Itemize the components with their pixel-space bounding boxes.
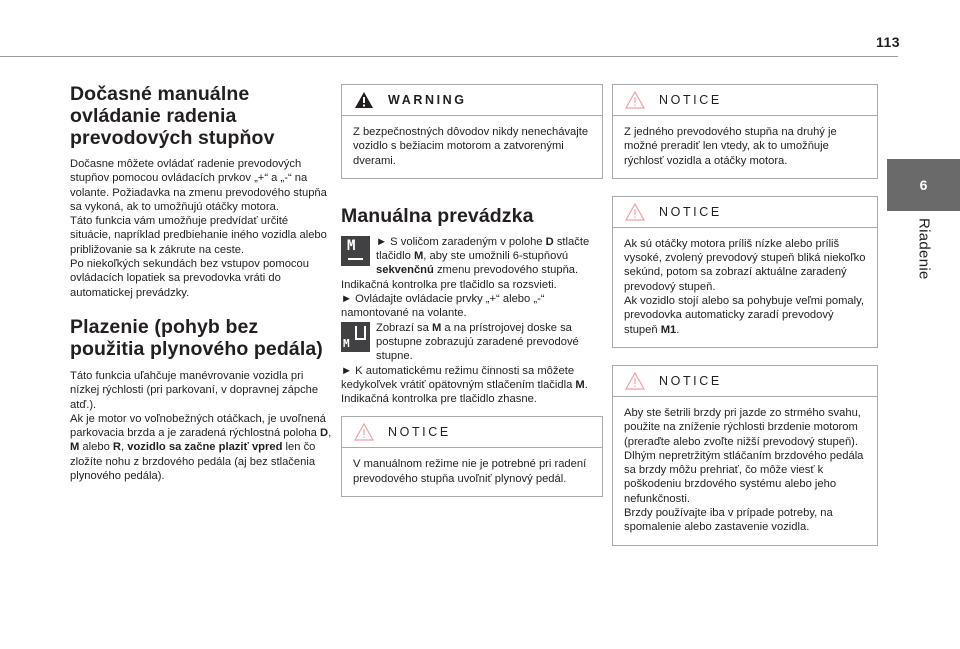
step-3: Zobrazí sa M a na prístrojovej doske sa postupne zobrazujú zaradené prevodové stupne.: [376, 321, 579, 363]
notice-header: [613, 366, 877, 397]
notice-body: [342, 448, 602, 496]
section-body-creep: [70, 369, 332, 483]
section-body-manual-shift: [70, 157, 332, 300]
column-2: [341, 84, 603, 497]
notice-header: [613, 85, 877, 116]
chapter-tab[interactable]: [887, 159, 960, 211]
paragraph: Dočasne môžete ovládať radenie prevodových stupňov pomocou ovládacích prvkov „+“ a „-“ na volante. Požiadavka na zmenu prevodového stupňa sa vykoná, ak to umožňujú otáčky motora.: [70, 158, 327, 213]
notice-label: NOTICE: [659, 93, 722, 107]
warning-label: WARNING: [388, 93, 467, 107]
notice-text: Ak sú otáčky motora príliš nízke alebo príliš vysoké, zvolený prevodový stupeň bliká niekoľko sekúnd, potom sa zobrazí aktuálne zaradený prevodový stupeň.: [624, 237, 866, 293]
warning-body: [342, 116, 602, 178]
section-body-manual-operation: [341, 235, 603, 407]
notice-text: Aby ste šetrili brzdy pri jazde zo strmého svahu, použite na zníženie rýchlosti brzdenie motorom (preraďte alebo zvoľte nižší prevodový stupeň).: [624, 406, 861, 448]
notice-body: [613, 116, 877, 178]
notice-text: Brzdy používajte iba v prípade potreby, na spomalenie alebo zastavenie vozidla.: [624, 507, 833, 534]
column-1: [70, 80, 332, 483]
warning-triangle-icon: [354, 91, 374, 109]
notice-label: NOTICE: [388, 425, 451, 440]
paragraph: Indikačná kontrolka pre tlačidlo zhasne.: [341, 393, 537, 406]
notice-box: [341, 416, 603, 497]
notice-text: Ak vozidlo stojí alebo sa pohybuje veľmi pomaly, prevodovka automaticky zaradí prevodový stupeň M1.: [624, 295, 864, 336]
section-title-manual-shift: Dočasné manuálne ovládanie radenia prevodových stupňov: [70, 83, 275, 149]
notice-triangle-icon: [625, 372, 645, 390]
warning-box: [341, 84, 603, 179]
chapter-label-text: Riadenie: [915, 218, 933, 280]
notice-text: V manuálnom režime nie je potrebné pri radení prevodového stupňa uvoľniť plynový pedál.: [353, 458, 587, 485]
notice-text: Z jedného prevodového stupňa na druhý je možné preradiť len vtedy, ak to umožňuje rýchlosť vozidla a otáčky motora.: [624, 126, 837, 167]
step-2: ► Ovládajte ovládacie prvky „+“ alebo „-“ namontované na volante.: [341, 293, 545, 320]
notice-triangle-icon: [625, 203, 645, 221]
notice-box-1: [612, 84, 878, 179]
warning-header: [342, 85, 602, 116]
warning-text: Z bezpečnostných dôvodov nikdy nenechávajte vozidlo s bežiacim motorom a zatvorenými dverami.: [353, 126, 589, 167]
notice-box-2: [612, 196, 878, 348]
paragraph: Ak je motor vo voľnobežných otáčkach, je uvoľnená parkovacia brzda a je zaradená rýchlostná poloha D, M alebo R, vozidlo sa začne plaziť vpred len čo zložíte nohu z brzdového pedála (aj bez stlačenia plynového pedála).: [70, 412, 332, 483]
manual-gear-indicator-icon: M: [341, 322, 370, 352]
notice-header: [613, 197, 877, 228]
manual-mode-button-icon: M: [341, 236, 370, 266]
column-3: [612, 84, 878, 546]
notice-text: Dlhým nepretržitým stláčaním brzdového pedála sa brzdy môžu prehriať, čo môže viesť k poškodeniu brzdového systému alebo jeho nefunkčnosti.: [624, 449, 864, 505]
notice-label: NOTICE: [659, 373, 722, 388]
step-4: ► K automatickému režimu činnosti sa môžete kedykoľvek vrátiť opätovným stlačením tlačidla M.: [341, 364, 588, 391]
notice-header: [342, 417, 602, 448]
notice-triangle-icon: [354, 423, 374, 441]
page-number: 113: [876, 34, 901, 50]
section-title-creep: Plazenie (pohyb bez použitia plynového pedála): [70, 315, 323, 360]
section-title-manual-operation: Manuálna prevádzka: [341, 204, 534, 227]
chapter-number: 6: [919, 177, 928, 193]
chapter-label: [911, 218, 937, 348]
notice-body: [613, 397, 877, 545]
step-1: ► S voličom zaradeným v polohe D stlačte tlačidlo M, aby ste umožnili 6-stupňovú sekvenčnú zmenu prevodového stupňa.: [376, 235, 590, 277]
paragraph: Táto funkcia vám umožňuje predvídať určité situácie, napríklad predbiehanie iného vozidla alebo približovanie sa k zákrute na ceste.: [70, 215, 327, 256]
paragraph: Táto funkcia uľahčuje manévrovanie vozidla pri nízkej rýchlosti (pri parkovaní, v dopravnej zápche atď.).: [70, 369, 319, 411]
notice-box-3: [612, 365, 878, 546]
paragraph: Po niekoľkých sekundách bez vstupov pomocou ovládacích lopatiek sa prevodovka vráti do automatickej prevádzky.: [70, 258, 309, 299]
notice-label: NOTICE: [659, 204, 722, 219]
notice-body: [613, 228, 877, 347]
notice-triangle-icon: [625, 91, 645, 109]
paragraph: Indikačná kontrolka pre tlačidlo sa rozsvieti.: [341, 278, 557, 291]
top-divider: [0, 56, 898, 57]
